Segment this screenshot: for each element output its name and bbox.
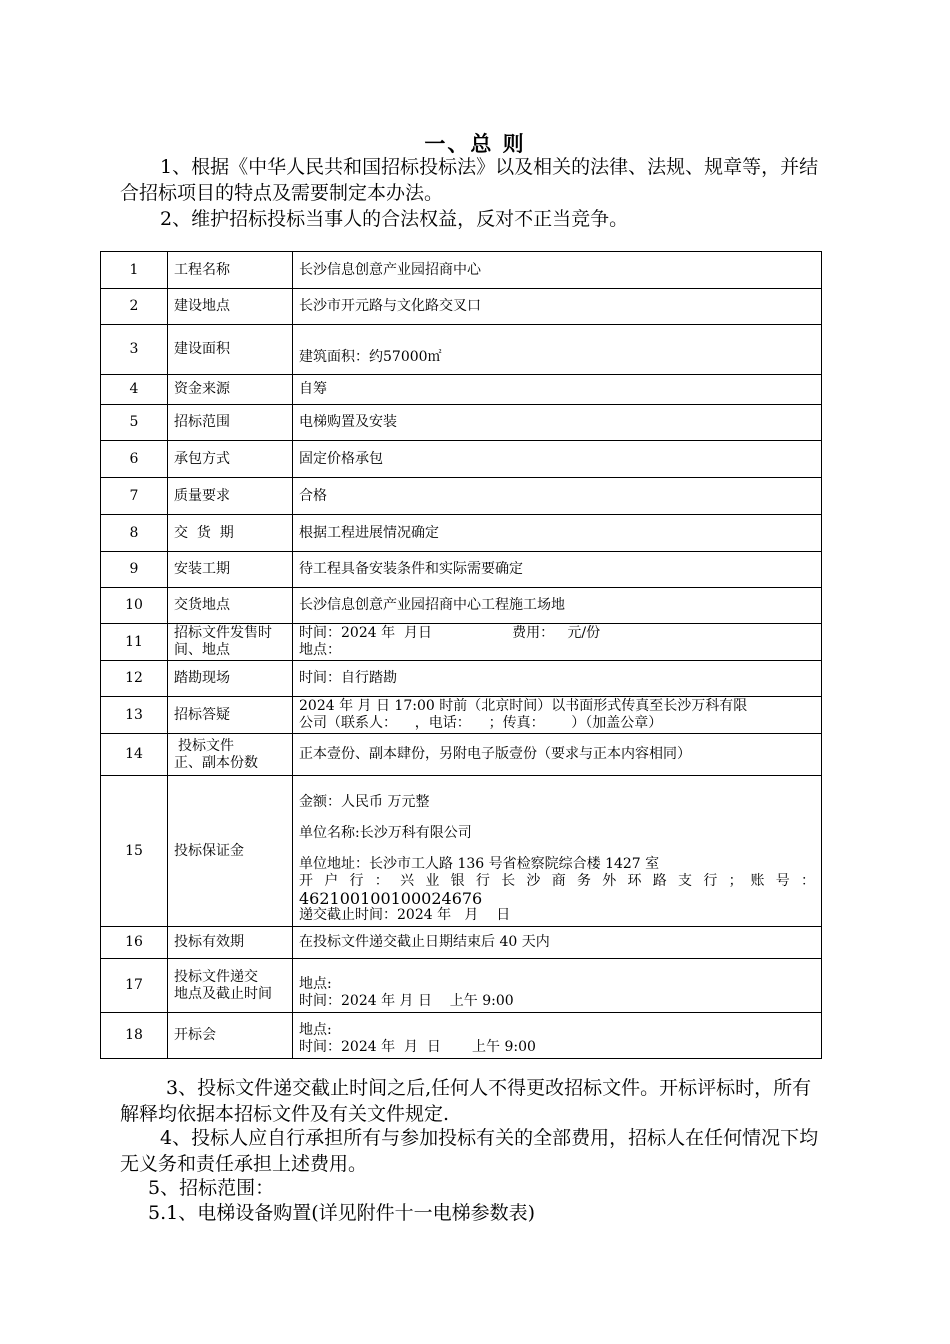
table-row bbox=[101, 927, 822, 959]
label-line: 投标文件 bbox=[178, 737, 234, 754]
value-line: 地点: bbox=[299, 1022, 332, 1038]
row-number: 12 bbox=[101, 661, 168, 697]
row-value bbox=[293, 1013, 822, 1059]
row-label: 安装工期 bbox=[168, 552, 293, 588]
row-label: 交货地点 bbox=[168, 588, 293, 624]
table-row bbox=[101, 624, 822, 661]
closing-paragraph-5-1: 5.1、电梯设备购置(详见附件十一电梯参数表) bbox=[148, 1202, 536, 1224]
section-heading: 一、总 则 bbox=[424, 131, 526, 156]
label-line: 地点及截止时间 bbox=[174, 985, 272, 1002]
row-number: 7 bbox=[101, 478, 168, 515]
row-label: 交 货 期 bbox=[168, 515, 293, 552]
row-value: 正本壹份、副本肆份，另附电子版壹份（要求与正本内容相同） bbox=[293, 734, 822, 776]
closing-paragraph-4: 4、投标人应自行承担所有与参加投标有关的全部费用，招标人在任何情况下均无义务和责任承担上述费用。 bbox=[120, 1127, 819, 1175]
row-number: 13 bbox=[101, 697, 168, 734]
row-number: 18 bbox=[101, 1013, 168, 1059]
row-value bbox=[293, 697, 822, 734]
row-value bbox=[293, 776, 822, 927]
row-label bbox=[168, 959, 293, 1013]
table-row bbox=[101, 252, 822, 289]
row-label: 踏勘现场 bbox=[168, 661, 293, 697]
table-row bbox=[101, 478, 822, 515]
row-label: 工程名称 bbox=[168, 252, 293, 289]
row-number: 11 bbox=[101, 624, 168, 661]
intro-paragraph-1: 1、根据《中华人民共和国招标投标法》以及相关的法律、法规、规章等，并结合招标项目的特点及需要制定本办法。 bbox=[120, 156, 819, 204]
row-label: 投标保证金 bbox=[168, 776, 293, 927]
row-value: 长沙信息创意产业园招商中心 bbox=[293, 252, 822, 289]
value-line: 单位名称:长沙万科有限公司 bbox=[299, 825, 472, 841]
value-line: 开 户 行 ： 兴 业 银 行 长 沙 商 务 外 环 路 支 行 ； 账 号 ： bbox=[299, 873, 815, 889]
value-line: 地点: bbox=[299, 976, 332, 992]
row-value bbox=[293, 624, 822, 661]
row-number: 2 bbox=[101, 289, 168, 325]
row-label: 承包方式 bbox=[168, 441, 293, 478]
row-value: 自筹 bbox=[293, 375, 822, 405]
row-label: 招标范围 bbox=[168, 405, 293, 441]
table-row bbox=[101, 441, 822, 478]
row-number: 10 bbox=[101, 588, 168, 624]
table-row bbox=[101, 325, 822, 375]
row-number: 8 bbox=[101, 515, 168, 552]
label-line: 正、副本份数 bbox=[174, 754, 258, 771]
table-row bbox=[101, 661, 822, 697]
row-value: 在投标文件递交截止日期结束后 40 天内 bbox=[293, 927, 822, 959]
row-number: 15 bbox=[101, 776, 168, 927]
value-line: 时间：2024 年 月 日 上午 9:00 bbox=[299, 1039, 536, 1055]
table-row bbox=[101, 959, 822, 1013]
table-row bbox=[101, 515, 822, 552]
row-number: 17 bbox=[101, 959, 168, 1013]
label-line: 投标文件递交 bbox=[174, 968, 258, 985]
value-line: 金额：人民币 万元整 bbox=[299, 794, 430, 810]
row-label: 建设地点 bbox=[168, 289, 293, 325]
table-row bbox=[101, 289, 822, 325]
value-line: 单位地址：长沙市工人路 136 号省检察院综合楼 1427 室 bbox=[299, 856, 660, 872]
row-label: 投标有效期 bbox=[168, 927, 293, 959]
row-number: 14 bbox=[101, 734, 168, 776]
row-label: 资金来源 bbox=[168, 375, 293, 405]
row-number: 6 bbox=[101, 441, 168, 478]
row-label: 建设面积 bbox=[168, 325, 293, 375]
account-number: 462100100100024676 bbox=[299, 889, 483, 908]
value-line: 2024 年 月 日 17:00 时前（北京时间）以书面形式传真至长沙万科有限 bbox=[299, 698, 748, 714]
table-row bbox=[101, 776, 822, 927]
row-value: 固定价格承包 bbox=[293, 441, 822, 478]
closing-paragraph-3: 3、投标文件递交截止时间之后,任何人不得更改招标文件。开标评标时，所有解释均依据本招标文件及有关文件规定. bbox=[120, 1077, 812, 1125]
table-row bbox=[101, 552, 822, 588]
row-label: 开标会 bbox=[168, 1013, 293, 1059]
row-number: 3 bbox=[101, 325, 168, 375]
row-value bbox=[293, 959, 822, 1013]
table-row bbox=[101, 734, 822, 776]
row-value: 电梯购置及安装 bbox=[293, 405, 822, 441]
value-line: 公司（联系人： ，电话： ；传真： ）（加盖公章） bbox=[299, 715, 663, 731]
row-number: 4 bbox=[101, 375, 168, 405]
table-row bbox=[101, 1013, 822, 1059]
row-value: 长沙市开元路与文化路交叉口 bbox=[293, 289, 822, 325]
row-label bbox=[168, 734, 293, 776]
row-label: 招标文件发售时间、地点 bbox=[168, 624, 293, 661]
row-number: 1 bbox=[101, 252, 168, 289]
tender-info-table bbox=[100, 251, 822, 1059]
row-value: 长沙信息创意产业园招商中心工程施工场地 bbox=[293, 588, 822, 624]
row-value: 待工程具备安装条件和实际需要确定 bbox=[293, 552, 822, 588]
row-label: 招标答疑 bbox=[168, 697, 293, 734]
value-line: 时间：2024 年 月 日 上午 9:00 bbox=[299, 993, 514, 1009]
closing-paragraph-5: 5、招标范围： bbox=[148, 1177, 275, 1199]
row-number: 16 bbox=[101, 927, 168, 959]
table-row bbox=[101, 697, 822, 734]
table-row bbox=[101, 405, 822, 441]
row-value: 时间：自行踏勘 bbox=[293, 661, 822, 697]
row-value: 建筑面积：约57000㎡ bbox=[293, 325, 822, 375]
value-line: 递交截止时间：2024 年 月 日 bbox=[299, 907, 511, 923]
row-label: 质量要求 bbox=[168, 478, 293, 515]
table-row bbox=[101, 375, 822, 405]
value-line: 时间：2024 年 月日 费用： 元/份 bbox=[299, 625, 601, 641]
value-line: 地点： bbox=[299, 642, 341, 658]
row-number: 5 bbox=[101, 405, 168, 441]
row-value: 根据工程进展情况确定 bbox=[293, 515, 822, 552]
row-value: 合格 bbox=[293, 478, 822, 515]
table-row bbox=[101, 588, 822, 624]
intro-paragraph-2: 2、维护招标投标当事人的合法权益，反对不正当竞争。 bbox=[160, 208, 629, 230]
row-number: 9 bbox=[101, 552, 168, 588]
